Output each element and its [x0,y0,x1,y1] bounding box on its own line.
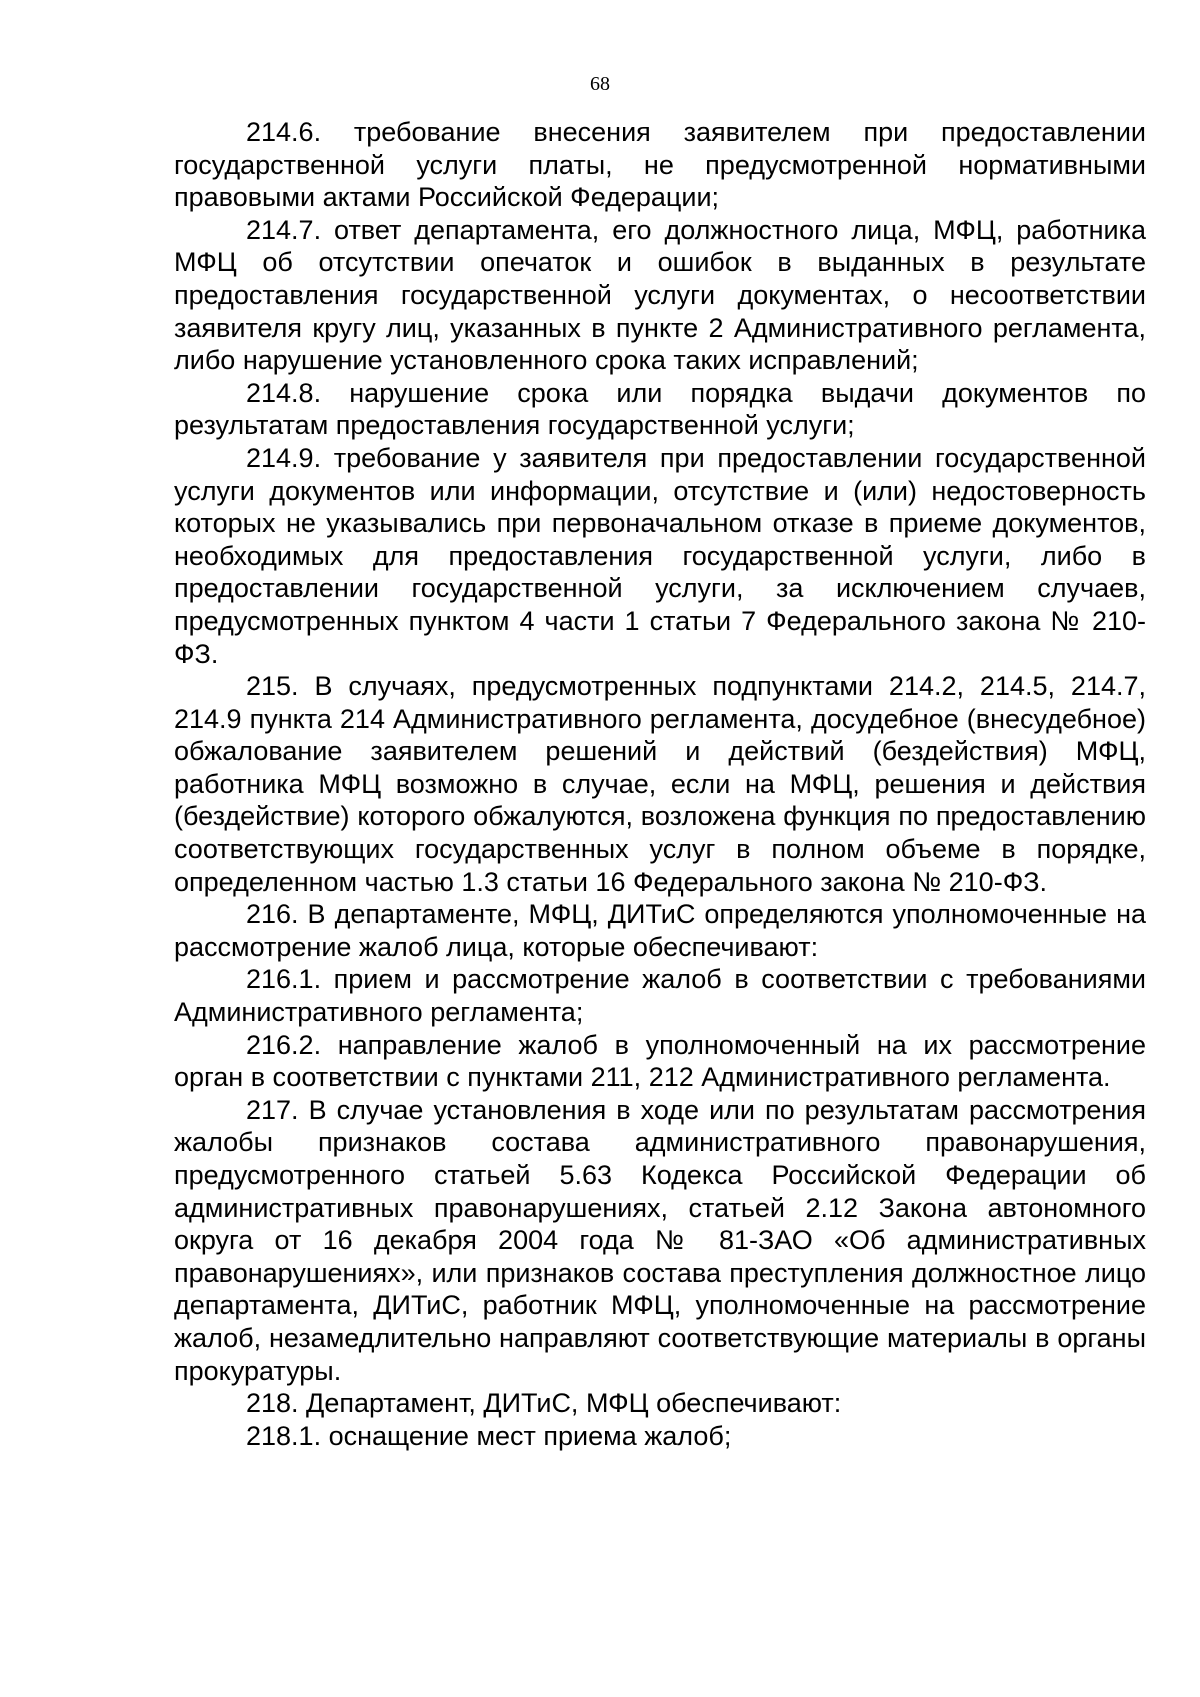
paragraph-218: 218. Департамент, ДИТиС, МФЦ обеспечивают: [246,1388,842,1419]
paragraph-216: 216. В департаменте, МФЦ, ДИТиС определяются уполномоченные на рассмотрение жалоб лица, которые обеспечивают: [174,899,1146,962]
paragraph-216-1: 216.1. прием и рассмотрение жалоб в соответствии с требованиями Административного регламента; [174,964,1146,1028]
paragraph-214-7: 214.7. ответ департамента, его должностного лица, МФЦ, работника МФЦ об отсутствии опечаток и ошибок в выданных в результате предоставления государственной услуги документах, о несоответствии заявителя кругу лиц, указанных в пункте 2 Административного регламента, либо нарушение установленного срока таких исправлений; [174,214,1146,376]
paragraph-216-2: 216.2. направление жалоб в уполномоченный на их рассмотрение орган в соответствии с пунктами 211, 212 Административного регламента. [174,1029,1146,1093]
page-number: 68 [590,73,610,95]
paragraph-214-8: 214.8. нарушение срока или порядка выдачи документов по результатам предоставления государственной услуги; [174,377,1146,441]
paragraph-215: 215. В случаях, предусмотренных подпунктами 214.2, 214.5, 214.7, 214.9 пункта 214 Административного регламента, досудебное (внесудебное) обжалование заявителем решений и действий (бездействия) МФЦ, работника МФЦ возможно в случае, если на МФЦ, решения и действия (бездействие) которого обжалуются, возложена функция по предоставлению соответствующих государственных услуг в полном объеме в порядке, определенном частью 1.3 статьи 16 Федерального закона № 210-ФЗ. [174,671,1146,897]
paragraph-218-1: 218.1. оснащение мест приема жалоб; [246,1420,732,1451]
document-body [174,116,1146,1452]
paragraph-214-6: 214.6. требование внесения заявителем при предоставлении государственной услуги платы, не предусмотренной нормативными правовыми актами Российской Федерации; [174,117,1146,213]
paragraph-217: 217. В случае установления в ходе или по результатам рассмотрения жалобы признаков состава административного правонарушения, предусмотренного статьей 5.63 Кодекса Российской Федерации об административных правонарушениях, статьей 2.12 Закона автономного округа от 16 декабря 2004 года № 81-ЗАО «Об административных правонарушениях», или признаков состава преступления должностное лицо департамента, ДИТиС, работник МФЦ, уполномоченные на рассмотрение жалоб, незамедлительно направляют соответствующие материалы в органы прокуратуры. [174,1094,1146,1386]
paragraph-214-9: 214.9. требование у заявителя при предоставлении государственной услуги документов или информации, отсутствие и (или) недостоверность которых не указывались при первоначальном отказе в приеме документов, необходимых для предоставления государственной услуги, либо в предоставлении государственной услуги, за исключением случаев, предусмотренных пунктом 4 части 1 статьи 7 Федерального закона № 210-ФЗ. [174,442,1146,669]
